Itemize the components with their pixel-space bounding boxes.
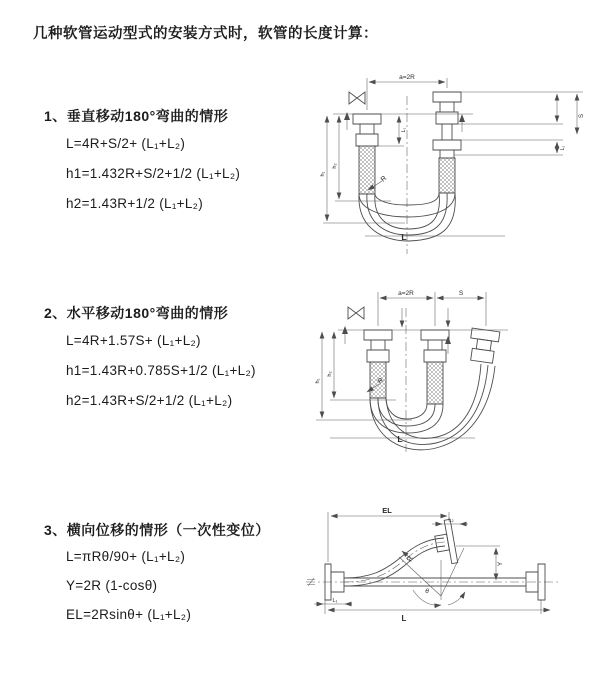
section1-formula-h1: h1=1.432R+S/2+1/2 (L₁+L₂) bbox=[66, 166, 241, 181]
d3-label-l2: L₂ bbox=[448, 517, 454, 524]
d3-label-r: R bbox=[406, 555, 415, 563]
section3-formula-Y: Y=2R (1-cosθ) bbox=[66, 578, 158, 593]
d1-label-l1: L₁ bbox=[401, 127, 407, 133]
section3-formula-L: L=πRθ/90+ (L₁+L₂) bbox=[66, 549, 186, 564]
section3-formula-EL: EL=2Rsinθ+ (L₁+L₂) bbox=[66, 607, 192, 622]
d3-label-l-total: L bbox=[401, 614, 407, 623]
d2-right-pipe-moved bbox=[468, 328, 500, 364]
section1-formula-L: L=4R+S/2+ (L₁+L₂) bbox=[66, 136, 186, 151]
section2-formula-h2: h2=1.43R+S/2+1/2 (L₁+L₂) bbox=[66, 393, 233, 408]
d1-label-l-total: L bbox=[401, 232, 407, 242]
d3-dimension-l1 bbox=[314, 598, 352, 604]
page-title: 几种软管运动型式的安装方式时，软管的长度计算： bbox=[33, 26, 378, 42]
section1-formula-h2: h2=1.43R+1/2 (L₁+L₂) bbox=[66, 196, 204, 211]
d3-upper-flange bbox=[432, 519, 457, 565]
d1-label-s: S bbox=[579, 113, 585, 119]
d3-dimension-y bbox=[456, 546, 504, 580]
diagram-horizontal-180-bend bbox=[300, 280, 600, 475]
d1-label-a2r: a=2R bbox=[399, 74, 415, 81]
d3-dimension-l bbox=[325, 600, 550, 623]
d1-label-l1b: L₁ bbox=[560, 145, 566, 151]
d1-dimension-l1-left bbox=[378, 116, 407, 146]
section2-heading: 2、水平移动180°弯曲的情形 bbox=[44, 305, 229, 321]
d3-dimension-l2 bbox=[432, 518, 468, 525]
d1-label-r: R bbox=[379, 174, 389, 184]
d1-label-h1: h₁ bbox=[320, 171, 326, 177]
d2-left-pipe bbox=[364, 330, 392, 398]
d1-label-h2: h₂ bbox=[332, 163, 338, 169]
d1-left-pipe bbox=[353, 114, 381, 194]
d3-label-y: Y bbox=[497, 561, 504, 567]
section2-formula-L: L=4R+1.57S+ (L₁+L₂) bbox=[66, 333, 201, 348]
d2-label-h1: h₁ bbox=[315, 378, 321, 384]
section3-heading: 3、横向位移的情形（一次性变位） bbox=[44, 522, 270, 538]
d1-right-pipe bbox=[433, 92, 461, 193]
d1-dimension-s bbox=[454, 92, 585, 155]
d2-label-r: R bbox=[376, 376, 386, 386]
d3-dimension-el bbox=[328, 506, 449, 562]
d3-radius-callout bbox=[402, 551, 415, 563]
valve-icon bbox=[348, 307, 364, 319]
valve-icon bbox=[349, 92, 365, 104]
d2-label-s: S bbox=[458, 290, 464, 297]
d2-dimension-top bbox=[378, 290, 486, 326]
d3-label-el: EL bbox=[382, 506, 392, 515]
diagram-vertical-180-bend bbox=[305, 68, 595, 263]
d2-label-a2r: a=2R bbox=[398, 290, 414, 297]
section1-heading: 1、垂直移动180°弯曲的情形 bbox=[44, 108, 229, 124]
section2-formula-h1: h1=1.43R+0.785S+1/2 (L₁+L₂) bbox=[66, 363, 256, 378]
d3-label-theta: θ bbox=[425, 588, 429, 595]
d1-dimension-l1-right bbox=[557, 142, 566, 153]
d3-label-l1: L₁ bbox=[332, 598, 338, 604]
d3-hose-curve bbox=[344, 538, 445, 586]
d2-label-h2: h₂ bbox=[327, 371, 333, 377]
d2-middle-pipe bbox=[421, 330, 449, 404]
diagram-lateral-displacement bbox=[298, 500, 598, 645]
d2-label-l-total: L bbox=[397, 434, 403, 444]
